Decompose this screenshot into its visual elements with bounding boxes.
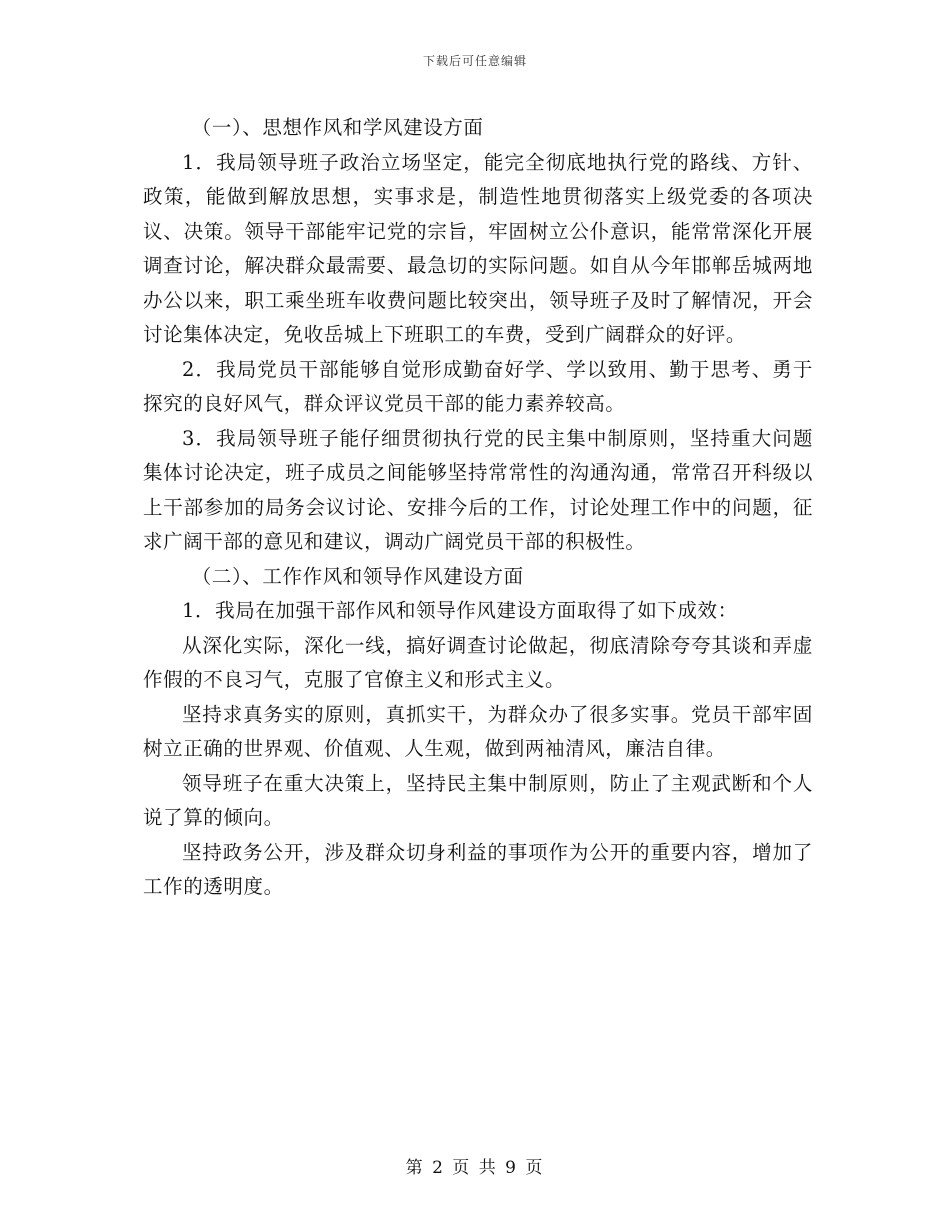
paragraph: 从深化实际，深化一线，搞好调查讨论做起，彻底清除夸夸其谈和弄虚作假的不良习气，克服了官僚主义和形式主义。 (143, 633, 813, 691)
section-heading-2: （二）、工作作风和领导作风建设方面 (191, 564, 524, 588)
paragraph: 坚持政务公开，涉及群众切身利益的事项作为公开的重要内容，增加了工作的透明度。 (143, 840, 813, 898)
paragraph: 2．我局党员干部能够自觉形成勤奋好学、学以致用、勤于思考、勇于探究的良好风气，群众评议党员干部的能力素养较高。 (143, 357, 813, 415)
section-heading-1: （一）、思想作风和学风建设方面 (191, 116, 484, 139)
paragraph: 3．我局领导班子能仔细贯彻执行党的民主集中制原则，坚持重大问题集体讨论决定，班子成员之间能够坚持常常性的沟通沟通，常常召开科级以上干部参加的局务会议讨论、安排今后的工作，讨论处理工作中的问题，征求广阔干部的意见和建议，调动广阔党员干部的积极性。 (143, 426, 813, 553)
document-body (143, 111, 813, 905)
paragraph: 坚持求真务实的原则，真抓实干，为群众办了很多实事。党员干部牢固树立正确的世界观、价值观、人生观，做到两袖清风，廉洁自律。 (143, 702, 813, 760)
page-number-footer: 第 2 页 共 9 页 (405, 1158, 545, 1178)
paragraph: 1．我局领导班子政治立场坚定，能完全彻底地执行党的路线、方针、政策，能做到解放思想，实事求是，制造性地贯彻落实上级党委的各项决议、决策。领导干部能牢记党的宗旨，牢固树立公仆意识，能常常深化开展调查讨论，解决群众最需要、最急切的实际问题。如自从今年邯郸岳城两地办公以来，职工乘坐班车收费问题比较突出，领导班子及时了解情况，开会讨论集体决定，免收岳城上下班职工的车费，受到广阔群众的好评。 (143, 150, 813, 346)
paragraph: 1．我局在加强干部作风和领导作风建设方面取得了如下成效： (182, 599, 738, 622)
page-header: 下载后可任意编辑 (422, 54, 527, 68)
paragraph: 领导班子在重大决策上，坚持民主集中制原则，防止了主观武断和个人说了算的倾向。 (143, 771, 813, 829)
